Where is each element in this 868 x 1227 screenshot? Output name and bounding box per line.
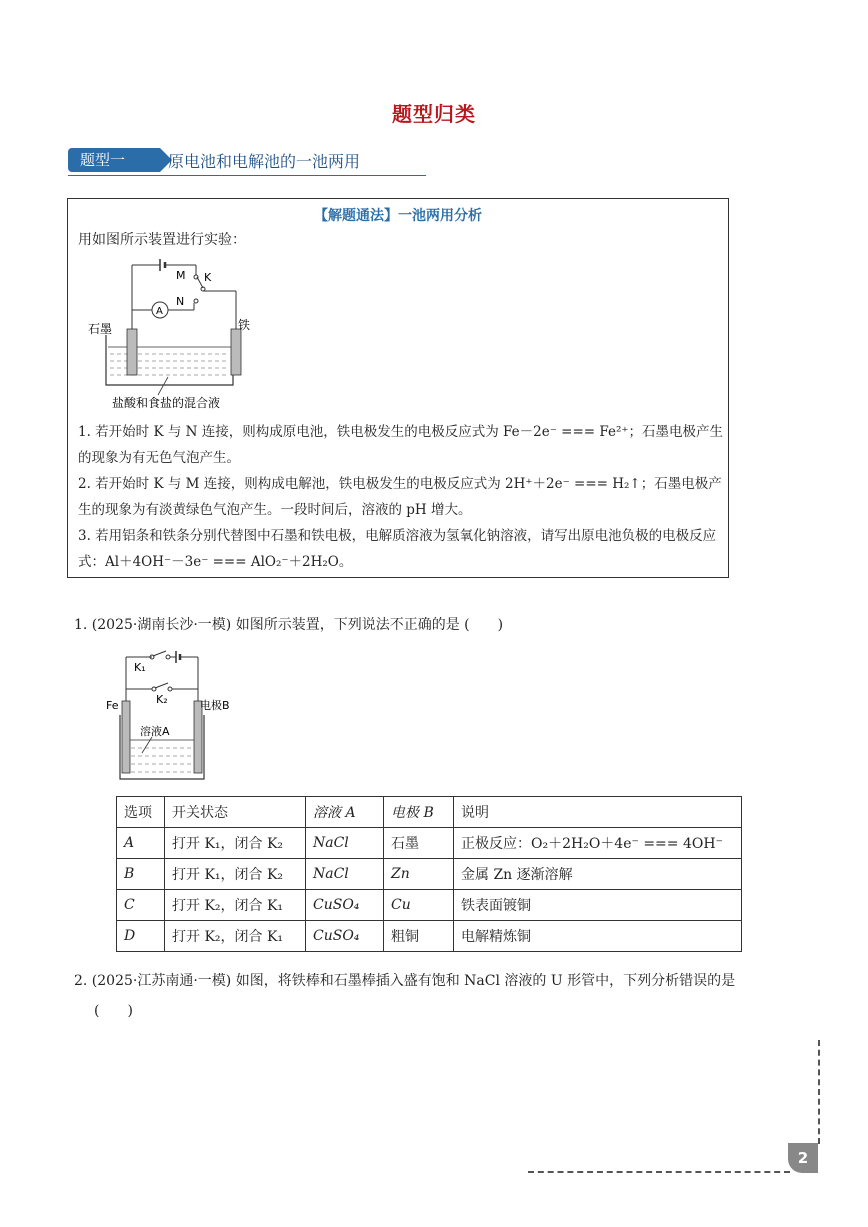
table-row	[117, 890, 742, 921]
method-point-1: 1. 若开始时 K 与 N 连接，则构成原电池，铁电极发生的电极反应式为 Fe－2e⁻ === Fe²⁺；石墨电极产生的现象为有无色气泡产生。	[78, 424, 724, 466]
table-cell: 打开 K₁，闭合 K₂	[165, 859, 306, 890]
options-table	[116, 796, 742, 952]
page-number: 2	[788, 1143, 818, 1173]
label-solution-a: 溶液A	[140, 725, 170, 738]
fe-electrode	[122, 701, 130, 773]
table-cell: Cu	[384, 890, 454, 921]
question-type-banner	[68, 148, 426, 176]
method-intro: 用如图所示装置进行实验：	[78, 232, 246, 248]
table-cell: 正极反应：O₂＋2H₂O＋4e⁻ === 4OH⁻	[454, 828, 742, 859]
table-cell: CuSO₄	[306, 921, 384, 952]
question-1-diagram	[104, 645, 244, 785]
question-2-paren: ( )	[94, 1003, 133, 1019]
table-header: 电极 B	[384, 797, 454, 828]
corner-dash-vertical	[818, 1040, 820, 1144]
table-cell: D	[117, 921, 165, 952]
table-cell: 粗铜	[384, 921, 454, 952]
graphite-electrode	[127, 329, 137, 375]
table-header: 说明	[454, 797, 742, 828]
page-title: 题型归类	[392, 102, 476, 126]
table-cell: B	[117, 859, 165, 890]
label-k: K	[204, 271, 212, 284]
table-cell: 石墨	[384, 828, 454, 859]
label-fe: Fe	[106, 699, 119, 712]
label-n: N	[176, 295, 185, 308]
table-row	[117, 921, 742, 952]
question-2-stem: 2. (2025·江苏南通·一模) 如图，将铁棒和石墨棒插入盛有饱和 NaCl 溶液的 U 形管中，下列分析错误的是	[74, 973, 736, 989]
method-title: 【解题通法】一池两用分析	[314, 208, 482, 224]
iron-electrode	[231, 329, 241, 375]
label-electrode-b: 电极B	[200, 699, 230, 712]
table-header: 选项	[117, 797, 165, 828]
table-cell: Zn	[384, 859, 454, 890]
method-point-3: 3. 若用铝条和铁条分别代替图中石墨和铁电极，电解质溶液为氢氧化钠溶液，请写出原电池负极的电极反应式：Al＋4OH⁻－3e⁻ === AlO₂⁻＋2H₂O。	[78, 528, 717, 570]
table-cell: A	[117, 828, 165, 859]
method-box	[67, 198, 729, 578]
table-header: 开关状态	[165, 797, 306, 828]
table-cell: 打开 K₁，闭合 K₂	[165, 828, 306, 859]
label-k1: K₁	[134, 661, 146, 674]
label-m: M	[176, 269, 186, 282]
table-cell: CuSO₄	[306, 890, 384, 921]
table-header-row	[117, 797, 742, 828]
galvanic-cell-diagram	[88, 255, 288, 415]
method-point-2: 2. 若开始时 K 与 M 连接，则构成电解池，铁电极发生的电极反应式为 2H⁺＋2e⁻ === H₂↑；石墨电极产生的现象为有淡黄绿色气泡产生。一段时间后，溶液的 pH 增大。	[78, 476, 722, 518]
table-cell: 打开 K₂，闭合 K₁	[165, 921, 306, 952]
table-cell: 铁表面镀铜	[454, 890, 742, 921]
table-cell: NaCl	[306, 859, 384, 890]
table-cell: 金属 Zn 逐渐溶解	[454, 859, 742, 890]
question-1-stem: 1. (2025·湖南长沙·一模) 如图所示装置，下列说法不正确的是 ( )	[74, 617, 504, 633]
label-k2: K₂	[156, 693, 168, 706]
corner-dash-horizontal	[528, 1171, 790, 1173]
label-graphite: 石墨	[88, 322, 113, 336]
table-cell: 打开 K₂，闭合 K₁	[165, 890, 306, 921]
table-cell: NaCl	[306, 828, 384, 859]
table-cell: 电解精炼铜	[454, 921, 742, 952]
type-tag: 题型一	[68, 148, 160, 172]
type-heading: 原电池和电解池的一池两用	[168, 152, 361, 171]
table-cell: C	[117, 890, 165, 921]
table-row	[117, 828, 742, 859]
table-header: 溶液 A	[306, 797, 384, 828]
label-solution: 盐酸和食盐的混合液	[112, 396, 221, 410]
label-iron: 铁	[238, 318, 251, 332]
ammeter-label: A	[156, 306, 163, 317]
table-row	[117, 859, 742, 890]
